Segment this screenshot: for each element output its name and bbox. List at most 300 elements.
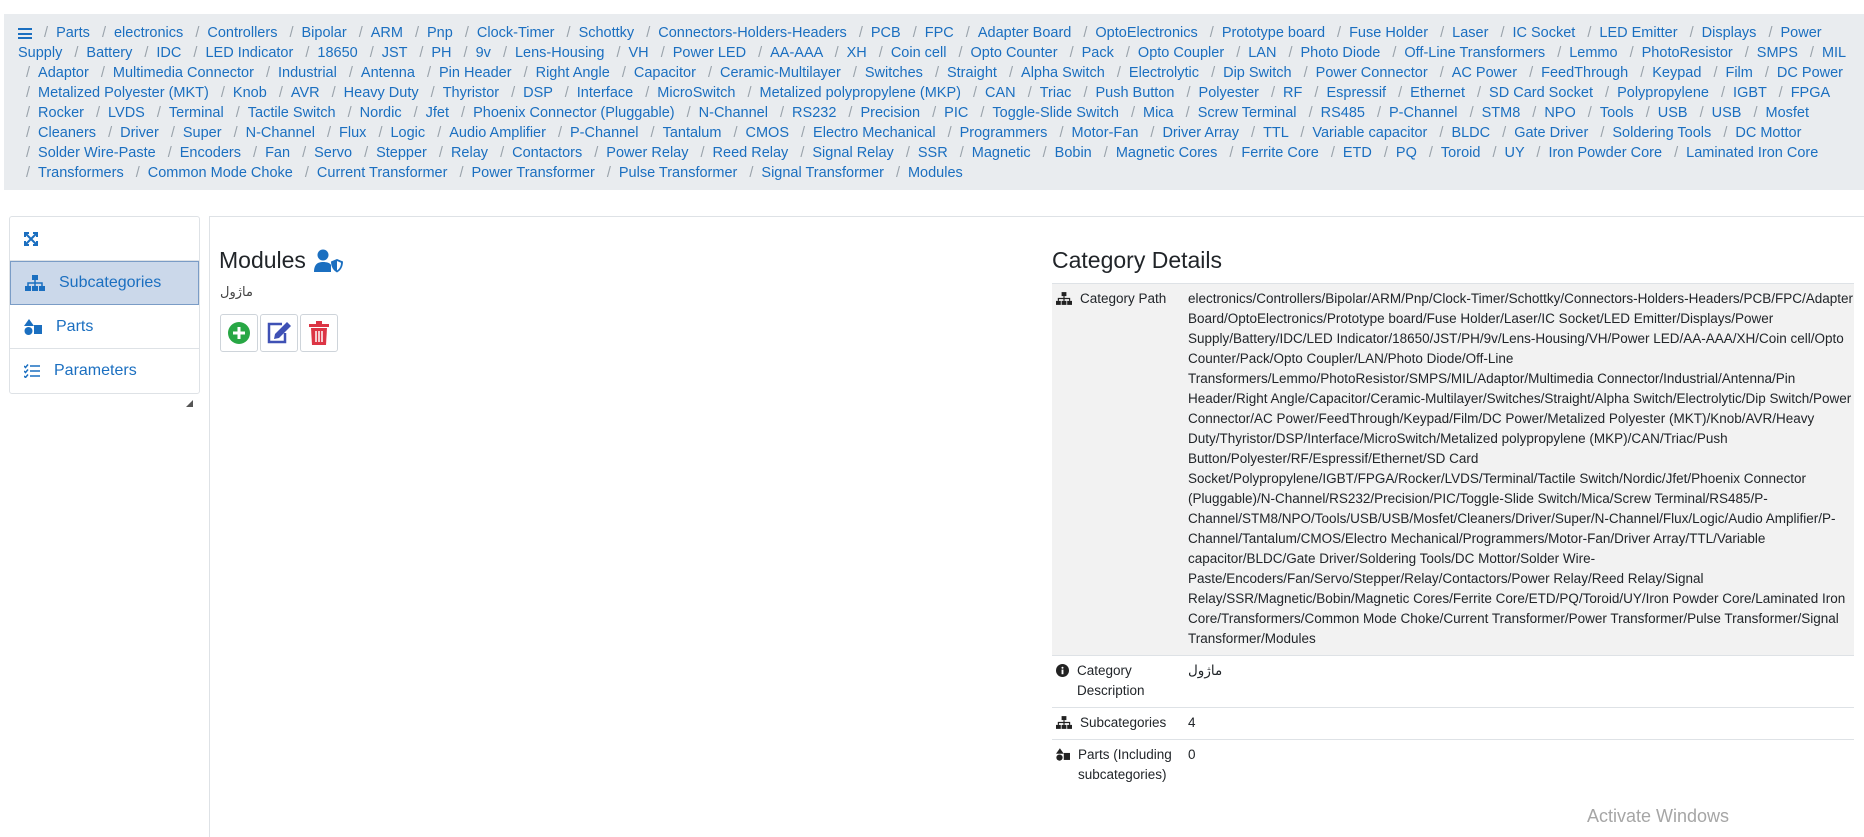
breadcrumb-link[interactable]: ARM xyxy=(370,25,403,41)
breadcrumb-link[interactable]: SMPS xyxy=(1756,45,1798,61)
breadcrumb-separator: / xyxy=(1529,65,1534,81)
breadcrumb-separator: / xyxy=(1439,125,1444,141)
breadcrumb-link[interactable]: Signal Transformer xyxy=(761,165,884,181)
sidebar-item-subcategories[interactable] xyxy=(10,261,199,305)
breadcrumb-link[interactable]: Heavy Duty xyxy=(343,85,419,101)
breadcrumb-separator: / xyxy=(26,85,31,101)
breadcrumb-link[interactable]: Metalized polypropylene (MKP) xyxy=(759,85,961,101)
breadcrumb-link[interactable]: Electrolytic xyxy=(1128,65,1200,81)
breadcrumb-link[interactable]: Dip Switch xyxy=(1223,65,1292,81)
breadcrumb-link[interactable]: Terminal xyxy=(168,105,224,121)
breadcrumb-separator: / xyxy=(801,125,806,141)
breadcrumb-separator: / xyxy=(135,165,140,181)
breadcrumb-link[interactable]: Industrial xyxy=(278,65,337,81)
breadcrumb-separator: / xyxy=(523,65,528,81)
breadcrumb-link[interactable]: UY xyxy=(1504,145,1525,161)
breadcrumb-link[interactable]: Power Supply xyxy=(18,25,1822,61)
breadcrumb-separator: / xyxy=(304,165,309,181)
breadcrumb-separator: / xyxy=(464,25,469,41)
breadcrumb-link[interactable]: Mica xyxy=(1143,105,1174,121)
plus-circle-icon xyxy=(227,321,251,345)
breadcrumb-separator: / xyxy=(1689,25,1694,41)
breadcrumb-separator: / xyxy=(1186,85,1191,101)
breadcrumb-separator: / xyxy=(1778,85,1783,101)
breadcrumb-link[interactable]: Contactors xyxy=(512,145,583,161)
breadcrumb-link[interactable]: Knob xyxy=(232,85,267,101)
breadcrumb-link[interactable]: Power LED xyxy=(672,45,747,61)
user-shield-icon[interactable] xyxy=(314,249,344,273)
breadcrumb-separator: / xyxy=(1303,65,1308,81)
breadcrumb-separator: / xyxy=(413,105,418,121)
breadcrumb-separator: / xyxy=(331,85,336,101)
breadcrumb-link[interactable]: Flux xyxy=(339,125,367,141)
breadcrumb-separator: / xyxy=(502,45,507,61)
action-buttons xyxy=(220,314,340,352)
breadcrumb-separator: / xyxy=(326,125,332,141)
breadcrumb-separator: / xyxy=(645,85,650,101)
breadcrumb-separator: / xyxy=(1500,25,1505,41)
breadcrumb-separator: / xyxy=(660,45,665,61)
details-value: ماژول xyxy=(1188,663,1223,678)
breadcrumb-link[interactable]: Audio Amplifier xyxy=(449,125,546,141)
breadcrumb-separator: / xyxy=(606,165,611,181)
breadcrumb-link[interactable]: Bipolar xyxy=(301,25,347,41)
breadcrumb-separator: / xyxy=(564,85,569,101)
breadcrumb-separator: / xyxy=(220,85,225,101)
breadcrumb-link[interactable]: CAN xyxy=(985,85,1016,101)
breadcrumb-separator: / xyxy=(1211,65,1216,81)
breadcrumb-separator: / xyxy=(511,85,516,101)
breadcrumb-link[interactable]: XH xyxy=(846,45,867,61)
breadcrumb-separator: / xyxy=(707,65,712,81)
breadcrumb-link[interactable]: Laminated Iron Core xyxy=(1686,145,1819,161)
breadcrumb-link[interactable]: Right Angle xyxy=(535,65,610,81)
menu-icon[interactable] xyxy=(18,26,32,39)
breadcrumb-separator: / xyxy=(1314,85,1319,101)
category-description: ماژول xyxy=(220,284,253,299)
breadcrumb-separator: / xyxy=(348,65,353,81)
breadcrumb-link[interactable]: AC Power xyxy=(1451,65,1518,81)
breadcrumb-separator: / xyxy=(1009,65,1014,81)
breadcrumb-separator: / xyxy=(700,145,705,161)
breadcrumb-separator: / xyxy=(461,105,466,121)
breadcrumb-separator: / xyxy=(858,25,863,41)
breadcrumb-link[interactable]: Adaptor xyxy=(38,65,89,81)
breadcrumb-link[interactable]: Connectors-Holders-Headers xyxy=(658,25,847,41)
breadcrumb-link[interactable]: Pnp xyxy=(427,25,453,41)
breadcrumb-link[interactable]: Laser xyxy=(1452,25,1489,41)
breadcrumb-link[interactable]: Interface xyxy=(576,85,634,101)
breadcrumb-separator: / xyxy=(912,25,917,41)
breadcrumb-separator: / xyxy=(1428,145,1433,161)
trash-icon xyxy=(309,321,329,345)
breadcrumb-link[interactable]: NPO xyxy=(1544,105,1576,121)
breadcrumb-link[interactable]: Relay xyxy=(450,145,489,161)
breadcrumb-separator: / xyxy=(1125,45,1130,61)
delete-button[interactable] xyxy=(300,314,338,352)
breadcrumb-separator: / xyxy=(369,45,374,61)
breadcrumb-link[interactable]: Power Relay xyxy=(606,145,689,161)
breadcrumb-link[interactable]: LVDS xyxy=(108,105,145,121)
breadcrumb-link[interactable]: Pack xyxy=(1081,45,1114,61)
breadcrumb-link[interactable]: USB xyxy=(1711,105,1742,121)
breadcrumb-link[interactable]: Alpha Switch xyxy=(1021,65,1105,81)
breadcrumb-separator: / xyxy=(1440,25,1445,41)
breadcrumb-link[interactable]: 9v xyxy=(475,45,491,61)
breadcrumb-separator: / xyxy=(1330,145,1335,161)
sidebar-nav xyxy=(9,216,200,394)
breadcrumb-link[interactable]: Tantalum xyxy=(662,125,722,141)
sidebar-item-label: Subcategories xyxy=(59,274,162,291)
breadcrumb-link[interactable]: RS485 xyxy=(1320,105,1365,121)
breadcrumb-link[interactable]: Photo Diode xyxy=(1300,45,1381,61)
breadcrumb-link[interactable]: Lemmo xyxy=(1569,45,1618,61)
breadcrumb-link[interactable]: AVR xyxy=(290,85,320,101)
activate-windows-watermark: Activate Windows xyxy=(1587,806,1730,826)
breadcrumb-separator: / xyxy=(253,145,258,161)
breadcrumb-link[interactable]: Programmers xyxy=(959,125,1048,141)
breadcrumb-link[interactable]: Mosfet xyxy=(1765,105,1810,121)
breadcrumb-link[interactable]: Pin Header xyxy=(439,65,512,81)
sidebar-resize-handle[interactable] xyxy=(186,400,193,407)
breadcrumb-separator: / xyxy=(26,125,31,141)
breadcrumb-separator: / xyxy=(852,65,857,81)
details-value: 4 xyxy=(1188,715,1196,730)
details-label: Category Path xyxy=(1080,291,1167,306)
breadcrumb-separator: / xyxy=(364,145,369,161)
breadcrumb-separator: / xyxy=(1536,145,1541,161)
breadcrumb-link[interactable]: N-Channel xyxy=(698,105,768,121)
breadcrumb-separator: / xyxy=(108,125,113,141)
breadcrumb-separator: / xyxy=(1116,65,1121,81)
breadcrumb-separator: / xyxy=(980,105,985,121)
breadcrumb-link[interactable]: Servo xyxy=(314,145,353,161)
breadcrumb-separator: / xyxy=(96,105,101,121)
breadcrumb-link[interactable]: Bobin xyxy=(1054,145,1092,161)
breadcrumb-separator: / xyxy=(1809,45,1814,61)
breadcrumb-link[interactable]: Opto Counter xyxy=(970,45,1058,61)
shapes-icon xyxy=(24,319,42,335)
expand-icon xyxy=(24,232,38,246)
sidebar-item-expand[interactable] xyxy=(10,217,199,261)
breadcrumb-separator: / xyxy=(1699,105,1704,121)
breadcrumb-link[interactable]: Controllers xyxy=(207,25,278,41)
breadcrumb-link[interactable]: Thyristor xyxy=(442,85,500,101)
details-value: 0 xyxy=(1188,747,1196,762)
breadcrumb-link[interactable]: Magnetic Cores xyxy=(1115,145,1218,161)
breadcrumb-link[interactable]: Clock-Timer xyxy=(476,25,555,41)
breadcrumb-link[interactable]: Coin cell xyxy=(890,45,947,61)
breadcrumb-link[interactable]: AA-AAA xyxy=(770,45,823,61)
breadcrumb-link[interactable]: BLDC xyxy=(1451,125,1491,141)
breadcrumb-separator: / xyxy=(167,145,172,161)
breadcrumb-link[interactable]: LED Indicator xyxy=(205,45,294,61)
breadcrumb-link[interactable]: Electro Mechanical xyxy=(813,125,936,141)
breadcrumb-separator: / xyxy=(1744,45,1749,61)
breadcrumb-link[interactable]: Rocker xyxy=(38,105,84,121)
breadcrumb-link[interactable]: RS232 xyxy=(792,105,837,121)
breadcrumb-separator: / xyxy=(156,105,161,121)
breadcrumb-separator: / xyxy=(430,85,435,101)
breadcrumb-link[interactable]: DC Mottor xyxy=(1735,125,1802,141)
breadcrumb-link[interactable]: Keypad xyxy=(1652,65,1702,81)
breadcrumb-separator: / xyxy=(426,65,431,81)
page-title xyxy=(219,247,344,274)
breadcrumb-link[interactable]: MIL xyxy=(1821,45,1846,61)
breadcrumb-link[interactable]: Ceramic-Multilayer xyxy=(719,65,841,81)
breadcrumb-separator: / xyxy=(378,125,383,141)
details-row-description xyxy=(1052,655,1854,707)
breadcrumb-separator: / xyxy=(834,45,839,61)
breadcrumb-separator: / xyxy=(1600,125,1605,141)
breadcrumb-separator: / xyxy=(1439,65,1444,81)
breadcrumb-separator: / xyxy=(347,105,352,121)
breadcrumb-separator: / xyxy=(1392,45,1397,61)
breadcrumb-separator: / xyxy=(459,165,464,181)
breadcrumb-link[interactable]: Driver xyxy=(120,125,159,141)
breadcrumb-link[interactable]: Solder Wire-Paste xyxy=(38,145,156,161)
breadcrumb-link[interactable]: Reed Relay xyxy=(712,145,789,161)
breadcrumb-separator: / xyxy=(1557,45,1562,61)
breadcrumb-separator: / xyxy=(895,165,900,181)
breadcrumb-link[interactable]: Capacitor xyxy=(633,65,696,81)
breadcrumb-link[interactable]: Multimedia Connector xyxy=(112,65,254,81)
breadcrumb-link[interactable]: USB xyxy=(1657,105,1688,121)
breadcrumb-link[interactable]: Encoders xyxy=(179,145,242,161)
breadcrumb-link[interactable]: Variable capacitor xyxy=(1312,125,1428,141)
breadcrumb-link[interactable]: Soldering Tools xyxy=(1612,125,1712,141)
breadcrumb-link[interactable]: IC Socket xyxy=(1512,25,1576,41)
breadcrumb-link[interactable]: Prototype board xyxy=(1221,25,1326,41)
breadcrumb-separator: / xyxy=(1288,45,1293,61)
breadcrumb-link[interactable]: Nordic xyxy=(359,105,402,121)
breadcrumb-link[interactable]: Straight xyxy=(946,65,997,81)
breadcrumb-link[interactable]: PH xyxy=(431,45,452,61)
breadcrumb-link[interactable]: PIC xyxy=(944,105,969,121)
breadcrumb-link[interactable]: Modules xyxy=(907,165,963,181)
breadcrumb-link[interactable]: Logic xyxy=(390,125,426,141)
breadcrumb-separator: / xyxy=(1376,105,1382,121)
breadcrumb-separator: / xyxy=(170,125,175,141)
breadcrumb-link[interactable]: Driver Array xyxy=(1162,125,1239,141)
breadcrumb-link[interactable]: Antenna xyxy=(360,65,415,81)
breadcrumb-link[interactable]: DSP xyxy=(523,85,553,101)
breadcrumb-separator: / xyxy=(621,65,626,81)
breadcrumb-separator: / xyxy=(414,25,420,41)
breadcrumb-separator: / xyxy=(1042,145,1047,161)
breadcrumb-separator: / xyxy=(101,25,106,41)
breadcrumb-link[interactable]: Tactile Switch xyxy=(247,105,336,121)
breadcrumb-link[interactable]: Parts xyxy=(56,25,90,41)
breadcrumb-separator: / xyxy=(74,45,79,61)
breadcrumb-separator: / xyxy=(1083,85,1088,101)
breadcrumb-separator: / xyxy=(1300,125,1305,141)
breadcrumb-link[interactable]: Current Transformer xyxy=(316,165,448,181)
breadcrumb-link[interactable]: OptoElectronics xyxy=(1095,25,1198,41)
breadcrumb-separator: / xyxy=(1383,145,1388,161)
breadcrumb-link[interactable]: Common Mode Choke xyxy=(147,165,293,181)
breadcrumb-link[interactable]: Lens-Housing xyxy=(514,45,605,61)
breadcrumb-separator: / xyxy=(26,165,31,181)
breadcrumb-separator: / xyxy=(26,105,31,121)
breadcrumb-separator: / xyxy=(1337,25,1342,41)
breadcrumb-separator: / xyxy=(733,125,738,141)
breadcrumb-link[interactable]: SSR xyxy=(917,145,948,161)
breadcrumb-link[interactable]: FPGA xyxy=(1790,85,1830,101)
breadcrumb-separator: / xyxy=(1308,105,1313,121)
breadcrumb-link[interactable]: Cleaners xyxy=(38,125,97,141)
breadcrumb-link[interactable]: Ferrite Core xyxy=(1241,145,1319,161)
breadcrumb-separator: / xyxy=(947,125,952,141)
breadcrumb-link[interactable]: Stepper xyxy=(376,145,427,161)
breadcrumb-link[interactable]: MicroSwitch xyxy=(657,85,736,101)
breadcrumb-link[interactable]: Espressif xyxy=(1326,85,1387,101)
breadcrumb-link[interactable]: Fan xyxy=(265,145,291,161)
breadcrumb-separator: / xyxy=(1492,145,1497,161)
breadcrumb-separator: / xyxy=(193,45,198,61)
breadcrumb xyxy=(4,14,1864,190)
breadcrumb-separator: / xyxy=(566,25,571,41)
breadcrumb-separator: / xyxy=(1130,105,1135,121)
breadcrumb-link[interactable]: TTL xyxy=(1263,125,1289,141)
breadcrumb-separator: / xyxy=(305,45,310,61)
breadcrumb-separator: / xyxy=(233,125,238,141)
breadcrumb-link[interactable]: P-Channel xyxy=(570,125,639,141)
breadcrumb-link[interactable]: PCB xyxy=(870,25,901,41)
breadcrumb-link[interactable]: FeedThrough xyxy=(1541,65,1629,81)
breadcrumb-link[interactable]: PQ xyxy=(1395,145,1417,161)
breadcrumb-link[interactable]: Phoenix Connector (Pluggable) xyxy=(473,105,675,121)
breadcrumb-separator: / xyxy=(1587,105,1592,121)
breadcrumb-link[interactable]: DC Power xyxy=(1776,65,1843,81)
breadcrumb-link[interactable]: Metalized Polyester (MKT) xyxy=(38,85,209,101)
breadcrumb-separator: / xyxy=(959,145,964,161)
breadcrumb-link[interactable]: LAN xyxy=(1248,45,1277,61)
sitemap-icon xyxy=(1056,292,1072,305)
breadcrumb-link[interactable]: Super xyxy=(182,125,222,141)
breadcrumb-link[interactable]: electronics xyxy=(113,25,184,41)
breadcrumb-separator: / xyxy=(1723,125,1728,141)
breadcrumb-link[interactable]: Displays xyxy=(1701,25,1757,41)
details-table xyxy=(1052,283,1854,791)
breadcrumb-link[interactable]: LED Emitter xyxy=(1599,25,1678,41)
breadcrumb-separator: / xyxy=(965,25,970,41)
breadcrumb-separator: / xyxy=(235,105,240,121)
add-button[interactable] xyxy=(220,314,258,352)
breadcrumb-link[interactable]: Signal Relay xyxy=(812,145,894,161)
breadcrumb-link[interactable]: Iron Powder Core xyxy=(1548,145,1663,161)
details-row-subcategories xyxy=(1052,707,1854,739)
breadcrumb-link[interactable]: FPC xyxy=(924,25,954,41)
breadcrumb-separator: / xyxy=(278,85,283,101)
breadcrumb-separator: / xyxy=(1532,105,1537,121)
breadcrumb-separator: / xyxy=(437,125,442,141)
breadcrumb-link[interactable]: Power Connector xyxy=(1315,65,1428,81)
details-row-path xyxy=(1052,283,1854,655)
breadcrumb-link[interactable]: Toggle-Slide Switch xyxy=(992,105,1119,121)
breadcrumb-link[interactable]: Precision xyxy=(860,105,921,121)
breadcrumb-link[interactable]: RF xyxy=(1283,85,1303,101)
breadcrumb-separator: / xyxy=(1477,85,1482,101)
breadcrumb-link[interactable]: Ethernet xyxy=(1410,85,1465,101)
breadcrumb-link[interactable]: CMOS xyxy=(745,125,789,141)
breadcrumb-link[interactable]: JST xyxy=(381,45,408,61)
breadcrumb-link[interactable]: Triac xyxy=(1039,85,1072,101)
breadcrumb-link[interactable]: Schottky xyxy=(578,25,635,41)
breadcrumb-link[interactable]: 18650 xyxy=(317,45,358,61)
edit-icon xyxy=(266,321,292,345)
breadcrumb-separator: / xyxy=(650,125,655,141)
edit-button[interactable] xyxy=(260,314,298,352)
breadcrumb-separator: / xyxy=(747,85,752,101)
breadcrumb-separator: / xyxy=(1150,125,1155,141)
breadcrumb-separator: / xyxy=(463,45,468,61)
breadcrumb-link[interactable]: Magnetic xyxy=(971,145,1031,161)
breadcrumb-link[interactable]: Switches xyxy=(864,65,923,81)
sidebar-item-parts[interactable] xyxy=(10,305,199,349)
breadcrumb-link[interactable]: P-Channel xyxy=(1389,105,1458,121)
breadcrumb-link[interactable]: Gate Driver xyxy=(1514,125,1589,141)
breadcrumb-link[interactable]: Jfet xyxy=(425,105,450,121)
breadcrumb-link[interactable]: ETD xyxy=(1342,145,1372,161)
list-check-icon xyxy=(24,364,40,378)
breadcrumb-link[interactable]: Opto Coupler xyxy=(1137,45,1225,61)
breadcrumb-separator: / xyxy=(1674,145,1679,161)
breadcrumb-link[interactable]: Toroid xyxy=(1440,145,1481,161)
sidebar-item-parameters[interactable] xyxy=(10,349,199,393)
details-label: Subcategories xyxy=(1080,715,1167,730)
breadcrumb-link[interactable]: Adapter Board xyxy=(977,25,1072,41)
breadcrumb-link[interactable]: IGBT xyxy=(1733,85,1767,101)
breadcrumb-separator: / xyxy=(26,145,31,161)
breadcrumb-link[interactable]: SD Card Socket xyxy=(1489,85,1594,101)
breadcrumb-link[interactable]: N-Channel xyxy=(245,125,315,141)
breadcrumb-separator: / xyxy=(1753,105,1758,121)
breadcrumb-separator: / xyxy=(594,145,599,161)
breadcrumb-separator: / xyxy=(144,45,149,61)
breadcrumb-link[interactable]: Power Transformer xyxy=(471,165,595,181)
breadcrumb-link[interactable]: Tools xyxy=(1599,105,1634,121)
breadcrumb-link[interactable]: PhotoResistor xyxy=(1641,45,1733,61)
breadcrumb-link[interactable]: Polypropylene xyxy=(1617,85,1709,101)
breadcrumb-separator: / xyxy=(646,25,651,41)
breadcrumb-link[interactable]: VH xyxy=(628,45,649,61)
sitemap-icon xyxy=(1056,716,1072,729)
breadcrumb-separator: / xyxy=(958,45,963,61)
breadcrumb-separator: / xyxy=(1605,85,1610,101)
breadcrumb-separator: / xyxy=(1721,85,1726,101)
breadcrumb-link[interactable]: Off-Line Transformers xyxy=(1404,45,1546,61)
breadcrumb-link[interactable]: Pulse Transformer xyxy=(618,165,738,181)
breadcrumb-separator: / xyxy=(289,25,294,41)
breadcrumb-link[interactable]: STM8 xyxy=(1481,105,1521,121)
breadcrumb-link[interactable]: Screw Terminal xyxy=(1197,105,1297,121)
breadcrumb-link[interactable]: Motor-Fan xyxy=(1071,125,1139,141)
breadcrumb-separator: / xyxy=(780,105,785,121)
breadcrumb-link[interactable]: Battery xyxy=(86,45,133,61)
breadcrumb-separator: / xyxy=(1236,45,1241,61)
breadcrumb-separator: / xyxy=(1209,25,1214,41)
breadcrumb-link[interactable]: Film xyxy=(1725,65,1753,81)
breadcrumb-link[interactable]: Transformers xyxy=(38,165,124,181)
breadcrumb-link[interactable]: IDC xyxy=(156,45,182,61)
breadcrumb-separator: / xyxy=(419,45,424,61)
breadcrumb-link[interactable]: Polyester xyxy=(1198,85,1259,101)
breadcrumb-link[interactable]: Fuse Holder xyxy=(1349,25,1429,41)
breadcrumb-link[interactable]: Push Button xyxy=(1095,85,1175,101)
breadcrumb-separator: / xyxy=(1229,145,1234,161)
breadcrumb-separator: / xyxy=(1069,45,1074,61)
